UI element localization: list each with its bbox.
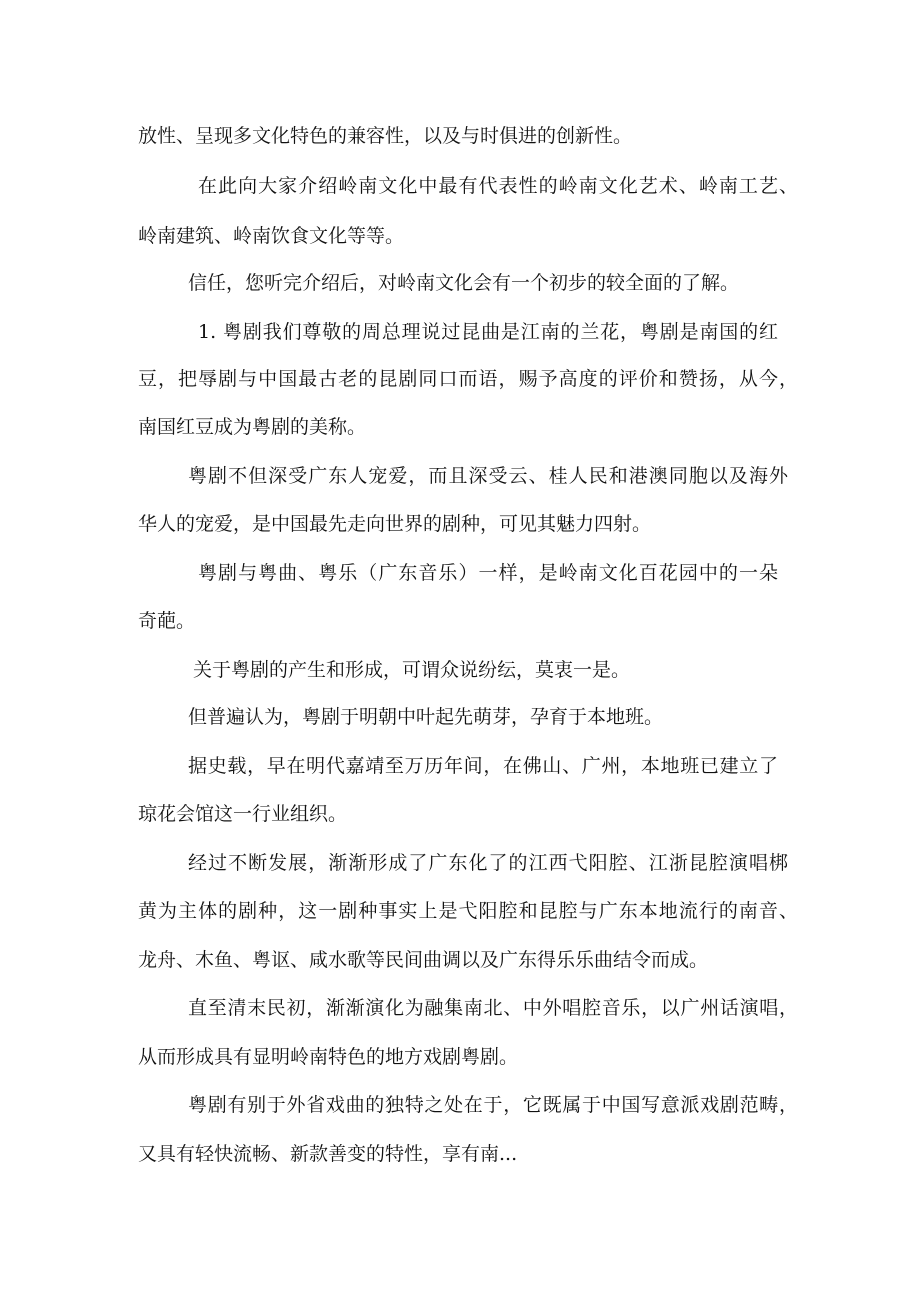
text-line: 岭南建筑、岭南饮食文化等等。: [138, 225, 405, 247]
text-line: 在此向大家介绍岭南文化中最有代表性的岭南文化艺术、岭南工艺、: [198, 175, 798, 197]
text-line: 又具有轻快流畅、新款善变的特性，享有南...: [138, 1143, 518, 1165]
text-line: 但普遍认为，粤剧于明朝中叶起先萌芽，孕育于本地班。: [188, 706, 664, 728]
text-line: 经过不断发展，渐渐形成了广东化了的江西弋阳腔、江浙昆腔演唱梆: [188, 852, 788, 874]
text-line: 信任，您听完介绍后，对岭南文化会有一个初步的较全面的了解。: [188, 272, 740, 294]
text-line: 据史载，早在明代嘉靖至万历年间，在佛山、广州，本地班已建立了: [188, 755, 778, 777]
text-line: 粤剧有别于外省戏曲的独特之处在于，它既属于中国写意派戏剧范畴，: [188, 1094, 798, 1116]
text-line: 南国红豆成为粤剧的美称。: [138, 416, 367, 438]
text-line: 龙舟、木鱼、粤讴、咸水歌等民间曲调以及广东得乐乐曲结令而成。: [138, 949, 709, 971]
text-line: 粤剧不但深受广东人宠爱，而且深受云、桂人民和港澳同胞以及海外: [188, 465, 788, 487]
text-line: 放性、呈现多文化特色的兼容性，以及与时俱进的创新性。: [138, 125, 633, 147]
text-line: 琼花会馆这一行业组织。: [138, 803, 348, 825]
text-line: 奇葩。: [138, 610, 196, 632]
text-line: 1. 粤剧我们尊敬的周总理说过昆曲是江南的兰花，粤剧是南国的红: [198, 321, 778, 343]
text-line: 华人的宠爱，是中国最先走向世界的剧种，可见其魅力四射。: [138, 513, 652, 535]
text-line: 粤剧与粤曲、粤乐（广东音乐）一样，是岭南文化百花园中的一朵: [198, 562, 778, 584]
text-line: 直至清末民初，渐渐演化为融集南北、中外唱腔音乐，以广州话演唱，: [188, 997, 798, 1019]
text-line: 关于粤剧的产生和形成，可谓众说纷纭，莫衷一是。: [193, 659, 631, 681]
text-line: 豆，把辱剧与中国最古老的昆剧同口而语，赐予高度的评价和赞扬，从今，: [138, 368, 798, 390]
text-line: 从而形成具有显明岭南特色的地方戏剧粤剧。: [138, 1046, 519, 1068]
text-line: 黄为主体的剧种，这一剧种事实上是弋阳腔和昆腔与广东本地流行的南音、: [138, 900, 798, 922]
